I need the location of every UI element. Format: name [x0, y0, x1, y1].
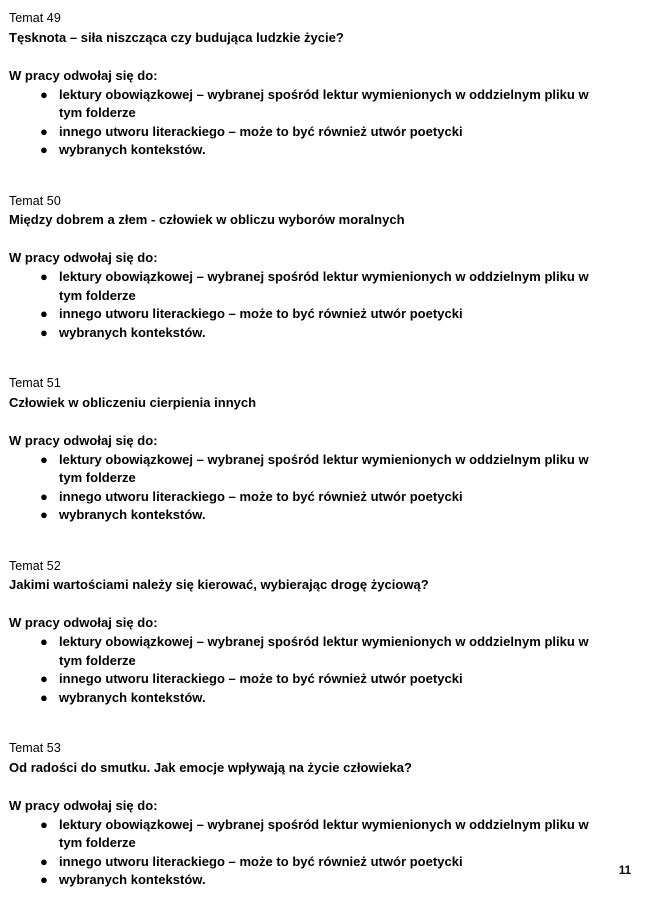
list-item-label: wybranych kontekstów. — [59, 142, 206, 157]
bullet-icon: ● — [40, 689, 48, 705]
list-item-label: lektury obowiązkowej – wybranej spośród lektur wymienionych w oddzielnym pliku w tym folderze — [59, 269, 589, 303]
topic-title: Od radości do smutku. Jak emocje wpływają na życie człowieka? — [9, 759, 412, 775]
topic-block — [9, 374, 620, 525]
topic-block — [9, 739, 620, 890]
list-item — [9, 816, 620, 853]
list-item-label: lektury obowiązkowej – wybranej spośród lektur wymienionych w oddzielnym pliku w tym folderze — [59, 86, 589, 120]
bullet-icon: ● — [40, 86, 48, 102]
list-item — [9, 871, 620, 890]
list-item — [9, 324, 620, 343]
list-item-label: innego utworu literackiego – może to być również utwór poetycki — [59, 123, 463, 139]
list-item — [9, 305, 620, 324]
bullet-icon: ● — [40, 123, 48, 139]
list-item — [9, 670, 620, 689]
topic-block — [9, 9, 620, 160]
list-item — [9, 451, 620, 488]
bullet-icon: ● — [40, 306, 48, 321]
bullet-icon: ● — [40, 816, 48, 832]
list-item — [9, 488, 620, 507]
bullet-icon: ● — [40, 634, 48, 649]
list-item — [9, 689, 620, 708]
requirements-list — [9, 268, 620, 342]
bullet-icon: ● — [40, 872, 48, 887]
list-item — [9, 86, 620, 123]
bullet-icon: ● — [40, 269, 48, 284]
topic-instruction: W pracy odwołaj się do: — [9, 432, 158, 448]
page-number: 11 — [618, 865, 631, 877]
topic-title: Człowiek w obliczeniu cierpienia innych — [9, 394, 257, 410]
bullet-icon: ● — [40, 507, 48, 522]
list-item-label: wybranych kontekstów. — [59, 507, 206, 522]
list-item-label: innego utworu literackiego – może to być również utwór poetycki — [59, 671, 463, 686]
topic-instruction: W pracy odwołaj się do: — [9, 67, 158, 83]
topics-container — [9, 9, 620, 890]
bullet-icon: ● — [40, 853, 48, 869]
requirements-list — [9, 816, 620, 890]
topic-label: Temat 49 — [9, 11, 61, 25]
list-item-label: innego utworu literackiego – może to być również utwór poetycki — [59, 488, 463, 504]
list-item-label: wybranych kontekstów. — [59, 324, 206, 340]
requirements-list — [9, 633, 620, 707]
list-item-label: lektury obowiązkowej – wybranej spośród lektur wymienionych w oddzielnym pliku w tym folderze — [59, 816, 589, 850]
list-item-label: innego utworu literackiego – może to być również utwór poetycki — [59, 853, 463, 869]
topic-block — [9, 557, 620, 708]
bullet-icon: ● — [40, 671, 48, 686]
list-item — [9, 123, 620, 142]
list-item — [9, 268, 620, 305]
requirements-list — [9, 86, 620, 160]
topic-instruction: W pracy odwołaj się do: — [9, 615, 158, 630]
topic-label: Temat 53 — [9, 741, 61, 755]
list-item — [9, 633, 620, 670]
bullet-icon: ● — [40, 451, 48, 467]
requirements-list — [9, 451, 620, 525]
topic-label: Temat 52 — [9, 558, 61, 573]
topic-instruction: W pracy odwołaj się do: — [9, 250, 158, 265]
topic-block — [9, 192, 620, 343]
list-item — [9, 853, 620, 872]
topic-label: Temat 50 — [9, 193, 61, 208]
list-item-label: wybranych kontekstów. — [59, 872, 206, 887]
list-item-label: lektury obowiązkowej – wybranej spośród lektur wymienionych w oddzielnym pliku w tym folderze — [59, 451, 589, 485]
list-item — [9, 141, 620, 160]
topic-title: Między dobrem a złem - człowiek w obliczu wyborów moralnych — [9, 212, 405, 227]
list-item-label: wybranych kontekstów. — [59, 689, 206, 705]
topic-label: Temat 51 — [9, 376, 61, 390]
list-item — [9, 506, 620, 525]
topic-title: Jakimi wartościami należy się kierować, wybierając drogę życiową? — [9, 577, 429, 592]
topic-instruction: W pracy odwołaj się do: — [9, 797, 158, 813]
list-item-label: innego utworu literackiego – może to być również utwór poetycki — [59, 306, 463, 321]
bullet-icon: ● — [40, 324, 48, 340]
list-item-label: lektury obowiązkowej – wybranej spośród lektur wymienionych w oddzielnym pliku w tym folderze — [59, 634, 589, 668]
bullet-icon: ● — [40, 142, 48, 157]
topic-title: Tęsknota – siła niszcząca czy budująca ludzkie życie? — [9, 29, 344, 45]
bullet-icon: ● — [40, 488, 48, 504]
